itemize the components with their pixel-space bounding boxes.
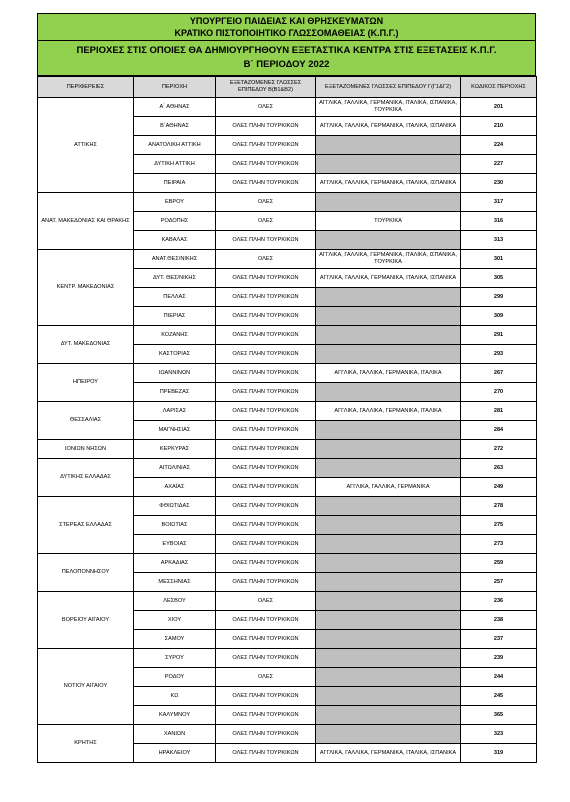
level-b-cell: ΟΛΕΣ xyxy=(216,250,316,269)
code-cell: 230 xyxy=(461,174,537,193)
region-cell: ΒΟΡΕΙΟΥ ΑΙΓΑΙΟΥ xyxy=(38,592,134,649)
area-cell: ΑΡΚΑΔΙΑΣ xyxy=(134,554,216,573)
level-b-cell: ΟΛΕΣ ΠΛΗΝ ΤΟΥΡΚΙΚΩΝ xyxy=(216,573,316,592)
exam-centers-table xyxy=(37,76,537,763)
col-header-area: ΠΕΡΙΟΧΗ xyxy=(134,77,216,98)
level-b-cell: ΟΛΕΣ ΠΛΗΝ ΤΟΥΡΚΙΚΩΝ xyxy=(216,725,316,744)
col-header-level-c: ΕΞΕΤΑΖΟΜΕΝΕΣ ΓΛΩΣΣΕΣ ΕΠΙΠΕΔΟΥ Γ(Γ1&Γ2) xyxy=(316,77,461,98)
level-c-cell: ΑΓΓΛΙΚΑ, ΓΑΛΛΙΚΑ, ΓΕΡΜΑΝΙΚΑ, ΙΤΑΛΙΚΑ, ΙΣΠΑΝΙΚΑ, ΤΟΥΡΚΙΚΑ xyxy=(316,250,461,269)
area-cell: ΑΧΑΪΑΣ xyxy=(134,478,216,497)
level-b-cell: ΟΛΕΣ ΠΛΗΝ ΤΟΥΡΚΙΚΩΝ xyxy=(216,497,316,516)
level-c-cell xyxy=(316,649,461,668)
table-header-row xyxy=(38,77,537,98)
area-cell: ΦΘΙΩΤΙΔΑΣ xyxy=(134,497,216,516)
table-row xyxy=(38,440,537,459)
code-cell: 281 xyxy=(461,402,537,421)
level-b-cell: ΟΛΕΣ xyxy=(216,212,316,231)
level-b-cell: ΟΛΕΣ ΠΛΗΝ ΤΟΥΡΚΙΚΩΝ xyxy=(216,516,316,535)
area-cell: ΚΕΡΚΥΡΑΣ xyxy=(134,440,216,459)
table-row xyxy=(38,193,537,212)
table-body xyxy=(38,98,537,763)
level-c-cell xyxy=(316,535,461,554)
code-cell: 267 xyxy=(461,364,537,383)
certificate-title: ΚΡΑΤΙΚΟ ΠΙΣΤΟΠΟΙΗΤΙΚΟ ΓΛΩΣΣΟΜΑΘΕΙΑΣ (Κ.Π.Γ.) xyxy=(38,27,535,41)
level-b-cell: ΟΛΕΣ ΠΛΗΝ ΤΟΥΡΚΙΚΩΝ xyxy=(216,706,316,725)
level-c-cell xyxy=(316,554,461,573)
region-cell: ΠΕΛΟΠΟΝΝΗΣΟΥ xyxy=(38,554,134,592)
level-c-cell xyxy=(316,687,461,706)
code-cell: 293 xyxy=(461,345,537,364)
level-b-cell: ΟΛΕΣ ΠΛΗΝ ΤΟΥΡΚΙΚΩΝ xyxy=(216,535,316,554)
level-c-cell: ΑΓΓΛΙΚΑ, ΓΑΛΛΙΚΑ, ΓΕΡΜΑΝΙΚΑ, ΙΤΑΛΙΚΑ, ΙΣΠΑΝΙΚΑ xyxy=(316,744,461,763)
ministry-title: ΥΠΟΥΡΓΕΙΟ ΠΑΙΔΕΙΑΣ ΚΑΙ ΘΡΗΣΚΕΥΜΑΤΩΝ xyxy=(189,16,384,26)
level-c-cell xyxy=(316,706,461,725)
level-c-cell xyxy=(316,345,461,364)
region-cell: ΑΝΑΤ. ΜΑΚΕΔΟΝΙΑΣ ΚΑΙ ΘΡΑΚΗΣ xyxy=(38,193,134,250)
level-c-cell: ΤΟΥΡΚΙΚΑ xyxy=(316,212,461,231)
table-row xyxy=(38,326,537,345)
area-cell: ΡΟΔΟΠΗΣ xyxy=(134,212,216,231)
code-cell: 317 xyxy=(461,193,537,212)
code-cell: 316 xyxy=(461,212,537,231)
code-cell: 272 xyxy=(461,440,537,459)
code-cell: 301 xyxy=(461,250,537,269)
level-c-cell xyxy=(316,421,461,440)
area-cell: ΠΕΛΛΑΣ xyxy=(134,288,216,307)
region-cell: ΘΕΣΣΑΛΙΑΣ xyxy=(38,402,134,440)
area-cell: ΚΑΒΑΛΑΣ xyxy=(134,231,216,250)
level-b-cell: ΟΛΕΣ ΠΛΗΝ ΤΟΥΡΚΙΚΩΝ xyxy=(216,630,316,649)
level-c-cell: ΑΓΓΛΙΚΑ, ΓΑΛΛΙΚΑ, ΓΕΡΜΑΝΙΚΑ, ΙΤΑΛΙΚΑ, ΙΣΠΑΝΙΚΑ xyxy=(316,117,461,136)
code-cell: 284 xyxy=(461,421,537,440)
level-c-cell xyxy=(316,459,461,478)
level-b-cell: ΟΛΕΣ ΠΛΗΝ ΤΟΥΡΚΙΚΩΝ xyxy=(216,345,316,364)
level-b-cell: ΟΛΕΣ ΠΛΗΝ ΤΟΥΡΚΙΚΩΝ xyxy=(216,402,316,421)
level-c-cell: ΑΓΓΛΙΚΑ, ΓΑΛΛΙΚΑ, ΓΕΡΜΑΝΙΚΑ, ΙΤΑΛΙΚΑ, ΙΣΠΑΝΙΚΑ xyxy=(316,174,461,193)
region-cell: ΔΥΤ. ΜΑΚΕΔΟΝΙΑΣ xyxy=(38,326,134,364)
level-b-cell: ΟΛΕΣ xyxy=(216,592,316,611)
area-cell: ΛΑΡΙΣΑΣ xyxy=(134,402,216,421)
area-cell: ΣΑΜΟΥ xyxy=(134,630,216,649)
code-cell: 299 xyxy=(461,288,537,307)
code-cell: 319 xyxy=(461,744,537,763)
table-row xyxy=(38,402,537,421)
level-c-cell xyxy=(316,326,461,345)
code-cell: 237 xyxy=(461,630,537,649)
col-header-code: ΚΩΔΙΚΟΣ ΠΕΡΙΟΧΗΣ xyxy=(461,77,537,98)
area-cell: ΔΥΤ. ΘΕΣ/ΝΙΚΗΣ xyxy=(134,269,216,288)
level-c-cell: ΑΓΓΛΙΚΑ, ΓΑΛΛΙΚΑ, ΓΕΡΜΑΝΙΚΑ, ΙΤΑΛΙΚΑ xyxy=(316,402,461,421)
area-cell: ΜΕΣΣΗΝΙΑΣ xyxy=(134,573,216,592)
level-b-cell: ΟΛΕΣ ΠΛΗΝ ΤΟΥΡΚΙΚΩΝ xyxy=(216,649,316,668)
table-row xyxy=(38,497,537,516)
area-cell: ΗΡΑΚΛΕΙΟΥ xyxy=(134,744,216,763)
col-header-level-b: ΕΞΕΤΑΖΟΜΕΝΕΣ ΓΛΩΣΣΕΣ ΕΠΙΠΕΔΟΥ Β(Β1&Β2) xyxy=(216,77,316,98)
level-c-cell xyxy=(316,307,461,326)
level-c-cell xyxy=(316,592,461,611)
code-cell: 291 xyxy=(461,326,537,345)
level-c-cell xyxy=(316,288,461,307)
region-cell: ΙΟΝΙΩΝ ΝΗΣΩΝ xyxy=(38,440,134,459)
code-cell: 323 xyxy=(461,725,537,744)
area-cell: ΕΒΡΟΥ xyxy=(134,193,216,212)
code-cell: 365 xyxy=(461,706,537,725)
level-c-cell xyxy=(316,231,461,250)
level-c-cell: ΑΓΓΛΙΚΑ, ΓΑΛΛΙΚΑ, ΓΕΡΜΑΝΙΚΑ xyxy=(316,478,461,497)
level-b-cell: ΟΛΕΣ ΠΛΗΝ ΤΟΥΡΚΙΚΩΝ xyxy=(216,687,316,706)
level-b-cell: ΟΛΕΣ ΠΛΗΝ ΤΟΥΡΚΙΚΩΝ xyxy=(216,459,316,478)
table-row xyxy=(38,98,537,117)
level-b-cell: ΟΛΕΣ ΠΛΗΝ ΤΟΥΡΚΙΚΩΝ xyxy=(216,136,316,155)
area-cell: ΒΟΙΩΤΙΑΣ xyxy=(134,516,216,535)
table-row xyxy=(38,725,537,744)
level-b-cell: ΟΛΕΣ ΠΛΗΝ ΤΟΥΡΚΙΚΩΝ xyxy=(216,231,316,250)
level-b-cell: ΟΛΕΣ ΠΛΗΝ ΤΟΥΡΚΙΚΩΝ xyxy=(216,364,316,383)
level-b-cell: ΟΛΕΣ ΠΛΗΝ ΤΟΥΡΚΙΚΩΝ xyxy=(216,421,316,440)
level-b-cell: ΟΛΕΣ ΠΛΗΝ ΤΟΥΡΚΙΚΩΝ xyxy=(216,155,316,174)
code-cell: 273 xyxy=(461,535,537,554)
table-row xyxy=(38,649,537,668)
area-cell: ΠΙΕΡΙΑΣ xyxy=(134,307,216,326)
area-cell: ΧΙΟΥ xyxy=(134,611,216,630)
table-row xyxy=(38,592,537,611)
area-cell: ΛΕΣΒΟΥ xyxy=(134,592,216,611)
code-cell: 313 xyxy=(461,231,537,250)
level-c-cell xyxy=(316,630,461,649)
code-cell: 249 xyxy=(461,478,537,497)
area-cell: Β΄ΑΘΗΝΑΣ xyxy=(134,117,216,136)
level-b-cell: ΟΛΕΣ xyxy=(216,193,316,212)
code-cell: 244 xyxy=(461,668,537,687)
region-cell: ΔΥΤΙΚΗΣ ΕΛΛΑΔΑΣ xyxy=(38,459,134,497)
exam-period: Β΄ ΠΕΡΙΟΔΟΥ 2022 xyxy=(243,59,330,70)
region-cell: ΗΠΕΙΡΟΥ xyxy=(38,364,134,402)
level-c-cell xyxy=(316,516,461,535)
area-cell: ΚΑΣΤΟΡΙΑΣ xyxy=(134,345,216,364)
code-cell: 227 xyxy=(461,155,537,174)
code-cell: 224 xyxy=(461,136,537,155)
code-cell: 259 xyxy=(461,554,537,573)
table-row xyxy=(38,250,537,269)
level-b-cell: ΟΛΕΣ ΠΛΗΝ ΤΟΥΡΚΙΚΩΝ xyxy=(216,478,316,497)
level-b-cell: ΟΛΕΣ ΠΛΗΝ ΤΟΥΡΚΙΚΩΝ xyxy=(216,174,316,193)
document-title: ΠΕΡΙΟΧΕΣ ΣΤΙΣ ΟΠΟΙΕΣ ΘΑ ΔΗΜΙΟΥΡΓΗΘΟΥΝ ΕΞΕΤΑΣΤΙΚΑ ΚΕΝΤΡΑ ΣΤΙΣ ΕΞΕΤΑΣΕΙΣ Κ.Π.Γ. xyxy=(76,45,497,56)
level-b-cell: ΟΛΕΣ ΠΛΗΝ ΤΟΥΡΚΙΚΩΝ xyxy=(216,611,316,630)
level-b-cell: ΟΛΕΣ ΠΛΗΝ ΤΟΥΡΚΙΚΩΝ xyxy=(216,269,316,288)
area-cell: ΔΥΤΙΚΗ ΑΤΤΙΚΗ xyxy=(134,155,216,174)
level-b-cell: ΟΛΕΣ ΠΛΗΝ ΤΟΥΡΚΙΚΩΝ xyxy=(216,117,316,136)
level-b-cell: ΟΛΕΣ xyxy=(216,98,316,117)
area-cell: ΠΕΙΡΑΙΑ xyxy=(134,174,216,193)
level-b-cell: ΟΛΕΣ ΠΛΗΝ ΤΟΥΡΚΙΚΩΝ xyxy=(216,554,316,573)
level-c-cell xyxy=(316,573,461,592)
area-cell: ΡΟΔΟΥ xyxy=(134,668,216,687)
code-cell: 305 xyxy=(461,269,537,288)
col-header-region: ΠΕΡΙΦΕΡΕΙΕΣ xyxy=(38,77,134,98)
region-cell: ΑΤΤΙΚΗΣ xyxy=(38,98,134,193)
level-c-cell xyxy=(316,668,461,687)
level-c-cell xyxy=(316,383,461,402)
level-c-cell: ΑΓΓΛΙΚΑ, ΓΑΛΛΙΚΑ, ΓΕΡΜΑΝΙΚΑ, ΙΤΑΛΙΚΑ, ΙΣΠΑΝΙΚΑ xyxy=(316,269,461,288)
code-cell: 257 xyxy=(461,573,537,592)
code-cell: 270 xyxy=(461,383,537,402)
region-cell: ΝΟΤΙΟΥ ΑΙΓΑΙΟΥ xyxy=(38,649,134,725)
level-c-cell xyxy=(316,136,461,155)
code-cell: 238 xyxy=(461,611,537,630)
level-b-cell: ΟΛΕΣ ΠΛΗΝ ΤΟΥΡΚΙΚΩΝ xyxy=(216,440,316,459)
code-cell: 236 xyxy=(461,592,537,611)
code-cell: 309 xyxy=(461,307,537,326)
area-cell: ΚΑΛΥΜΝΟΥ xyxy=(134,706,216,725)
area-cell: ΑΝΑΤ.ΘΕΣ/ΝΙΚΗΣ xyxy=(134,250,216,269)
code-cell: 239 xyxy=(461,649,537,668)
level-b-cell: ΟΛΕΣ ΠΛΗΝ ΤΟΥΡΚΙΚΩΝ xyxy=(216,383,316,402)
title-banner xyxy=(37,13,536,76)
code-cell: 201 xyxy=(461,98,537,117)
area-cell: ΠΡΕΒΕΖΑΣ xyxy=(134,383,216,402)
code-cell: 245 xyxy=(461,687,537,706)
level-c-cell xyxy=(316,611,461,630)
document-sheet xyxy=(37,13,536,763)
level-b-cell: ΟΛΕΣ ΠΛΗΝ ΤΟΥΡΚΙΚΩΝ xyxy=(216,307,316,326)
area-cell: ΜΑΓΝΗΣΙΑΣ xyxy=(134,421,216,440)
level-b-cell: ΟΛΕΣ ΠΛΗΝ ΤΟΥΡΚΙΚΩΝ xyxy=(216,288,316,307)
level-c-cell: ΑΓΓΛΙΚΑ, ΓΑΛΛΙΚΑ, ΓΕΡΜΑΝΙΚΑ, ΙΤΑΛΙΚΑ xyxy=(316,364,461,383)
level-c-cell xyxy=(316,155,461,174)
area-cell: ΑΝΑΤΟΛΙΚΗ ΑΤΤΙΚΗ xyxy=(134,136,216,155)
level-b-cell: ΟΛΕΣ xyxy=(216,668,316,687)
level-c-cell xyxy=(316,193,461,212)
table-row xyxy=(38,459,537,478)
area-cell: ΙΩΑΝΝΙΝΩΝ xyxy=(134,364,216,383)
area-cell: Α΄ ΑΘΗΝΑΣ xyxy=(134,98,216,117)
area-cell: ΧΑΝΙΩΝ xyxy=(134,725,216,744)
level-b-cell: ΟΛΕΣ ΠΛΗΝ ΤΟΥΡΚΙΚΩΝ xyxy=(216,744,316,763)
level-c-cell xyxy=(316,440,461,459)
level-b-cell: ΟΛΕΣ ΠΛΗΝ ΤΟΥΡΚΙΚΩΝ xyxy=(216,326,316,345)
area-cell: ΕΥΒΟΙΑΣ xyxy=(134,535,216,554)
table-row xyxy=(38,364,537,383)
code-cell: 210 xyxy=(461,117,537,136)
area-cell: ΚΟΖΑΝΗΣ xyxy=(134,326,216,345)
level-c-cell: ΑΓΓΛΙΚΑ, ΓΑΛΛΙΚΑ, ΓΕΡΜΑΝΙΚΑ, ΙΤΑΛΙΚΑ, ΙΣΠΑΝΙΚΑ, ΤΟΥΡΚΙΚΑ xyxy=(316,98,461,117)
code-cell: 275 xyxy=(461,516,537,535)
region-cell: ΚΕΝΤΡ. ΜΑΚΕΔΟΝΙΑΣ xyxy=(38,250,134,326)
region-cell: ΣΤΕΡΕΑΣ ΕΛΛΑΔΑΣ xyxy=(38,497,134,554)
area-cell: ΣΥΡΟΥ xyxy=(134,649,216,668)
code-cell: 263 xyxy=(461,459,537,478)
area-cell: ΚΩ xyxy=(134,687,216,706)
code-cell: 278 xyxy=(461,497,537,516)
level-c-cell xyxy=(316,497,461,516)
region-cell: ΚΡΗΤΗΣ xyxy=(38,725,134,763)
level-c-cell xyxy=(316,725,461,744)
area-cell: ΑΙΤΩΛ/ΝΙΑΣ xyxy=(134,459,216,478)
table-row xyxy=(38,554,537,573)
